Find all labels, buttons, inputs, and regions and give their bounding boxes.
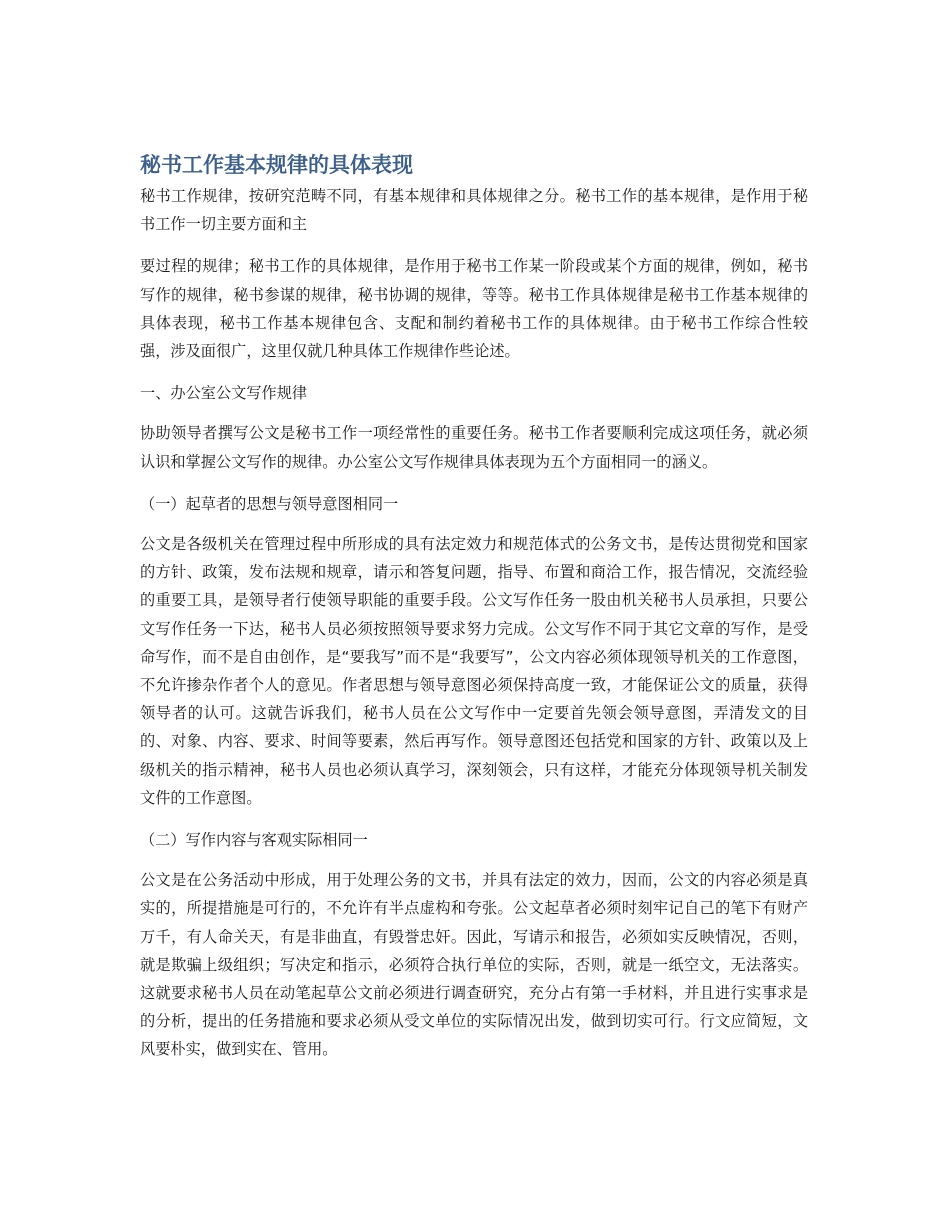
section-heading-office-writing: 一、办公室公文写作规律 — [140, 384, 308, 403]
subsection-heading-1: （一）起草者的思想与领导意图相同一 — [140, 494, 399, 513]
paragraph-subsection-1: 公文是各级机关在管理过程中所形成的具有法定效力和规范体式的公务文书，是传达贯彻党和国家的方针、政策，发布法规和规章，请示和答复问题，指导、布置和商洽工作，报告情况，交流经验的重要工具，是领导者行使领导职能的重要手段。公文写作任务一股由机关秘书人员承担，只要公文写作任务一下达，秘书人员必须按照领导要求努力完成。公文写作不同于其它文章的写作，是受命写作，而不是自由创作，是“要我写”而不是“我要写”，公文内容必须体现领导机关的工作意图，不允许掺杂作者个人的意见。作者思想与领导意图必须保持高度一致，才能保证公文的质量，获得领导者的认可。这就告诉我们，秘书人员在公文写作中一定要首先领会领导意图，弄清发文的目的、对象、内容、要求、时间等要素，然后再写作。领导意图还包括党和国家的方针、政策以及上级机关的指示精神，秘书人员也必须认真学习，深刻领会，只有这样，才能充分体现领导机关制发文件的工作意图。 — [140, 535, 808, 807]
document-page — [140, 150, 808, 1078]
paragraph-intro-part2: 要过程的规律；秘书工作的具体规律，是作用于秘书工作某一阶段或某个方面的规律，例如，秘书写作的规律，秘书参谋的规律，秘书协调的规律，等等。秘书工作具体规律是秘书工作基本规律的具体表现，秘书工作基本规律包含、支配和制约着秘书工作的具体规律。由于秘书工作综合性较强，涉及面很广，这里仅就几种具体工作规律作些论述。 — [140, 257, 808, 361]
paragraph-office-writing: 协助领导者撰写公文是秘书工作一项经常性的重要任务。秘书工作者要顺利完成这项任务，就必须认识和掌握公文写作的规律。办公室公文写作规律具体表现为五个方面相同一的涵义。 — [140, 424, 808, 471]
document-title: 秘书工作基本规律的具体表现 — [140, 153, 413, 177]
paragraph-subsection-2: 公文是在公务活动中形成，用于处理公务的文书，并具有法定的效力，因而，公文的内容必须是真实的，所提措施是可行的，不允许有半点虚构和夸张。公文起草者必须时刻牢记自己的笔下有财产万千，有人命关天，有是非曲直，有毁誉忠奸。因此，写请示和报告，必须如实反映情况，否则，就是欺骗上级组织；写决定和指示，必须符合执行单位的实际，否则，就是一纸空文，无法落实。这就要求秘书人员在动笔起草公文前必须进行调查研究，充分占有第一手材料，并且进行实事求是的分析，提出的任务措施和要求必须从受文单位的实际情况出发，做到切实可行。行文应简短，文风要朴实，做到实在、管用。 — [140, 871, 808, 1059]
paragraph-intro-part1: 秘书工作规律，按研究范畴不同，有基本规律和具体规律之分。秘书工作的基本规律，是作用于秘书工作一切主要方面和主 — [140, 187, 808, 234]
subsection-heading-2: （二）写作内容与客观实际相同一 — [140, 831, 368, 850]
